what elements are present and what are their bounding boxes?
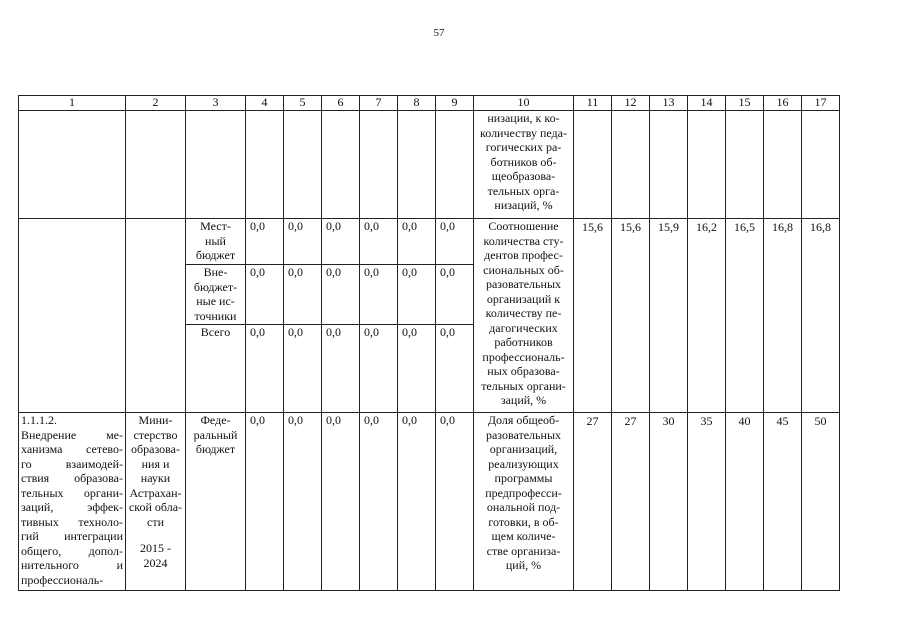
executor-line: ской обла- [128,500,183,514]
source-cell [186,265,246,325]
indicator-line: организаций, [489,442,558,456]
executor-line: образова- [131,442,180,456]
header-cell: 2 [126,96,186,111]
value-cell: 0,0 [436,219,474,265]
activity-line: ствия образова- [21,471,123,485]
period-line: 2015 - [140,541,171,555]
indicator-line: программы [494,471,553,485]
target-cell: 15,6 [574,219,612,413]
header-cell: 16 [764,96,802,111]
indicator-line: щеобразова- [491,169,556,183]
value-cell: 0,0 [246,325,284,413]
indicator-line: стве организа- [486,543,561,558]
value-cell: 0,0 [360,325,398,413]
executor-line: сти [147,514,164,529]
value-cell: 0,0 [284,265,322,325]
target-cell: 35 [688,413,726,591]
activity-code: 1.1.1.2. [21,413,57,427]
indicator-line: профессиональ- [482,349,565,364]
source-line: бюджет [195,248,236,262]
header-cell: 11 [574,96,612,111]
source-line: Вне- [203,265,228,279]
source-cell [186,219,246,265]
value-cell: 0,0 [398,265,436,325]
executor-cell [126,413,186,591]
activity-row [19,413,840,591]
target-cell: 16,5 [726,219,764,413]
indicator-line: ональной под- [486,500,561,514]
indicator-cell [474,111,574,219]
indicator-line: разовательных [485,427,562,442]
header-cell: 12 [612,96,650,111]
indicator-line: предпрофесси- [485,485,562,500]
activity-line: профессиональ- [21,572,104,587]
value-cell: 0,0 [322,219,360,265]
indicator-line: тельных органи- [481,378,566,393]
activity-cell [19,111,126,219]
indicator-line: низаций, % [494,198,553,212]
header-cell: 4 [246,96,284,111]
value-cell: 0,0 [436,325,474,413]
activity-line: ханизма сетево- [21,442,123,456]
page-number: 57 [433,27,445,39]
source-line: Мест- [200,219,231,233]
source-line: бюджет- [193,279,238,294]
indicator-line: количеству пе- [485,306,562,320]
indicator-line: низации, к ко- [487,111,560,125]
indicator-line: гогических ра- [485,140,562,154]
value-cell: 0,0 [322,325,360,413]
activity-cell [19,413,126,591]
indicator-line: заций, % [500,393,547,407]
value-cell [360,111,398,219]
indicator-line: Соотношение [488,219,559,233]
value-cell: 0,0 [436,265,474,325]
target-cell [688,111,726,219]
value-cell [436,111,474,219]
indicator-line: дагогических [489,320,558,335]
source-line: бюджет [195,442,236,456]
value-cell: 0,0 [246,413,284,591]
indicator-line: количества сту- [483,233,564,248]
value-cell [284,111,322,219]
value-cell: 0,0 [284,325,322,413]
source-line: Феде- [200,413,231,427]
indicator-line: ций, % [505,558,542,572]
target-cell: 45 [764,413,802,591]
value-cell: 0,0 [398,219,436,265]
source-cell [186,413,246,591]
source-line: ный [205,233,226,248]
local-budget-row [19,219,840,265]
executor-cell [126,219,186,413]
period-line: 2024 [143,555,168,570]
target-cell: 27 [574,413,612,591]
target-cell: 16,8 [802,219,840,413]
activity-line: заций, эффек- [21,500,123,514]
indicator-line: сиональных об- [483,262,564,277]
value-cell: 0,0 [398,413,436,591]
header-cell: 8 [398,96,436,111]
header-row [19,96,840,111]
activity-line: тельных органи- [21,485,123,500]
value-cell: 0,0 [360,413,398,591]
activity-line: го взаимодей- [21,456,123,471]
source-line: точники [194,308,237,323]
header-cell: 7 [360,96,398,111]
value-cell [322,111,360,219]
target-cell: 16,8 [764,219,802,413]
activity-cell [19,219,126,413]
spacer [128,529,183,541]
header-cell: 13 [650,96,688,111]
indicator-cell [474,219,574,413]
executor-line: Астрахан- [129,485,182,500]
source-cell [186,111,246,219]
executor-line: науки [140,471,171,485]
indicator-line: ботников об- [490,154,557,169]
header-cell: 3 [186,96,246,111]
value-cell: 0,0 [436,413,474,591]
indicator-line: Доля общеоб- [487,413,560,427]
source-cell: Всего [186,325,246,413]
executor-line: ния и [141,456,170,471]
indicator-line: разовательных [485,277,562,291]
target-cell: 40 [726,413,764,591]
executor-cell [126,111,186,219]
activity-line: общего, допол- [21,543,123,558]
header-cell: 10 [474,96,574,111]
activity-line: тивных техноло- [21,514,123,529]
indicator-line: организаций к [486,291,561,306]
header-cell: 6 [322,96,360,111]
activity-line: нительного и [21,558,123,572]
indicator-line: дентов профес- [484,248,563,262]
value-cell: 0,0 [322,413,360,591]
value-cell: 0,0 [246,265,284,325]
indicator-line: щем количе- [491,529,556,543]
value-cell: 0,0 [360,219,398,265]
program-table [18,95,840,591]
target-cell: 15,9 [650,219,688,413]
activity-line: гий интеграции [21,529,123,543]
indicator-line: работников [494,335,553,349]
value-cell: 0,0 [398,325,436,413]
target-cell: 50 [802,413,840,591]
target-cell: 27 [612,413,650,591]
target-cell: 16,2 [688,219,726,413]
indicator-line: ных образова- [487,364,560,378]
indicator-line: тельных орга- [487,183,560,198]
continuation-row [19,111,840,219]
executor-line: Мини- [138,413,173,427]
header-cell: 5 [284,96,322,111]
value-cell: 0,0 [284,413,322,591]
value-cell: 0,0 [360,265,398,325]
target-cell: 15,6 [612,219,650,413]
executor-line: стерство [133,427,178,442]
header-cell: 9 [436,96,474,111]
target-cell [650,111,688,219]
header-cell: 15 [726,96,764,111]
value-cell: 0,0 [322,265,360,325]
indicator-line: готовки, в об- [488,514,559,529]
indicator-cell [474,413,574,591]
source-line: ральный [193,427,238,442]
target-cell [574,111,612,219]
source-line: ные ис- [196,294,235,308]
target-cell [764,111,802,219]
target-cell: 30 [650,413,688,591]
activity-line: Внедрение ме- [21,427,123,442]
value-cell [398,111,436,219]
value-cell [246,111,284,219]
header-cell: 1 [19,96,126,111]
header-cell: 17 [802,96,840,111]
target-cell [726,111,764,219]
indicator-line: реализующих [488,456,559,471]
header-cell: 14 [688,96,726,111]
target-cell [612,111,650,219]
target-cell [802,111,840,219]
indicator-line: количеству педа- [480,125,567,140]
value-cell: 0,0 [246,219,284,265]
value-cell: 0,0 [284,219,322,265]
